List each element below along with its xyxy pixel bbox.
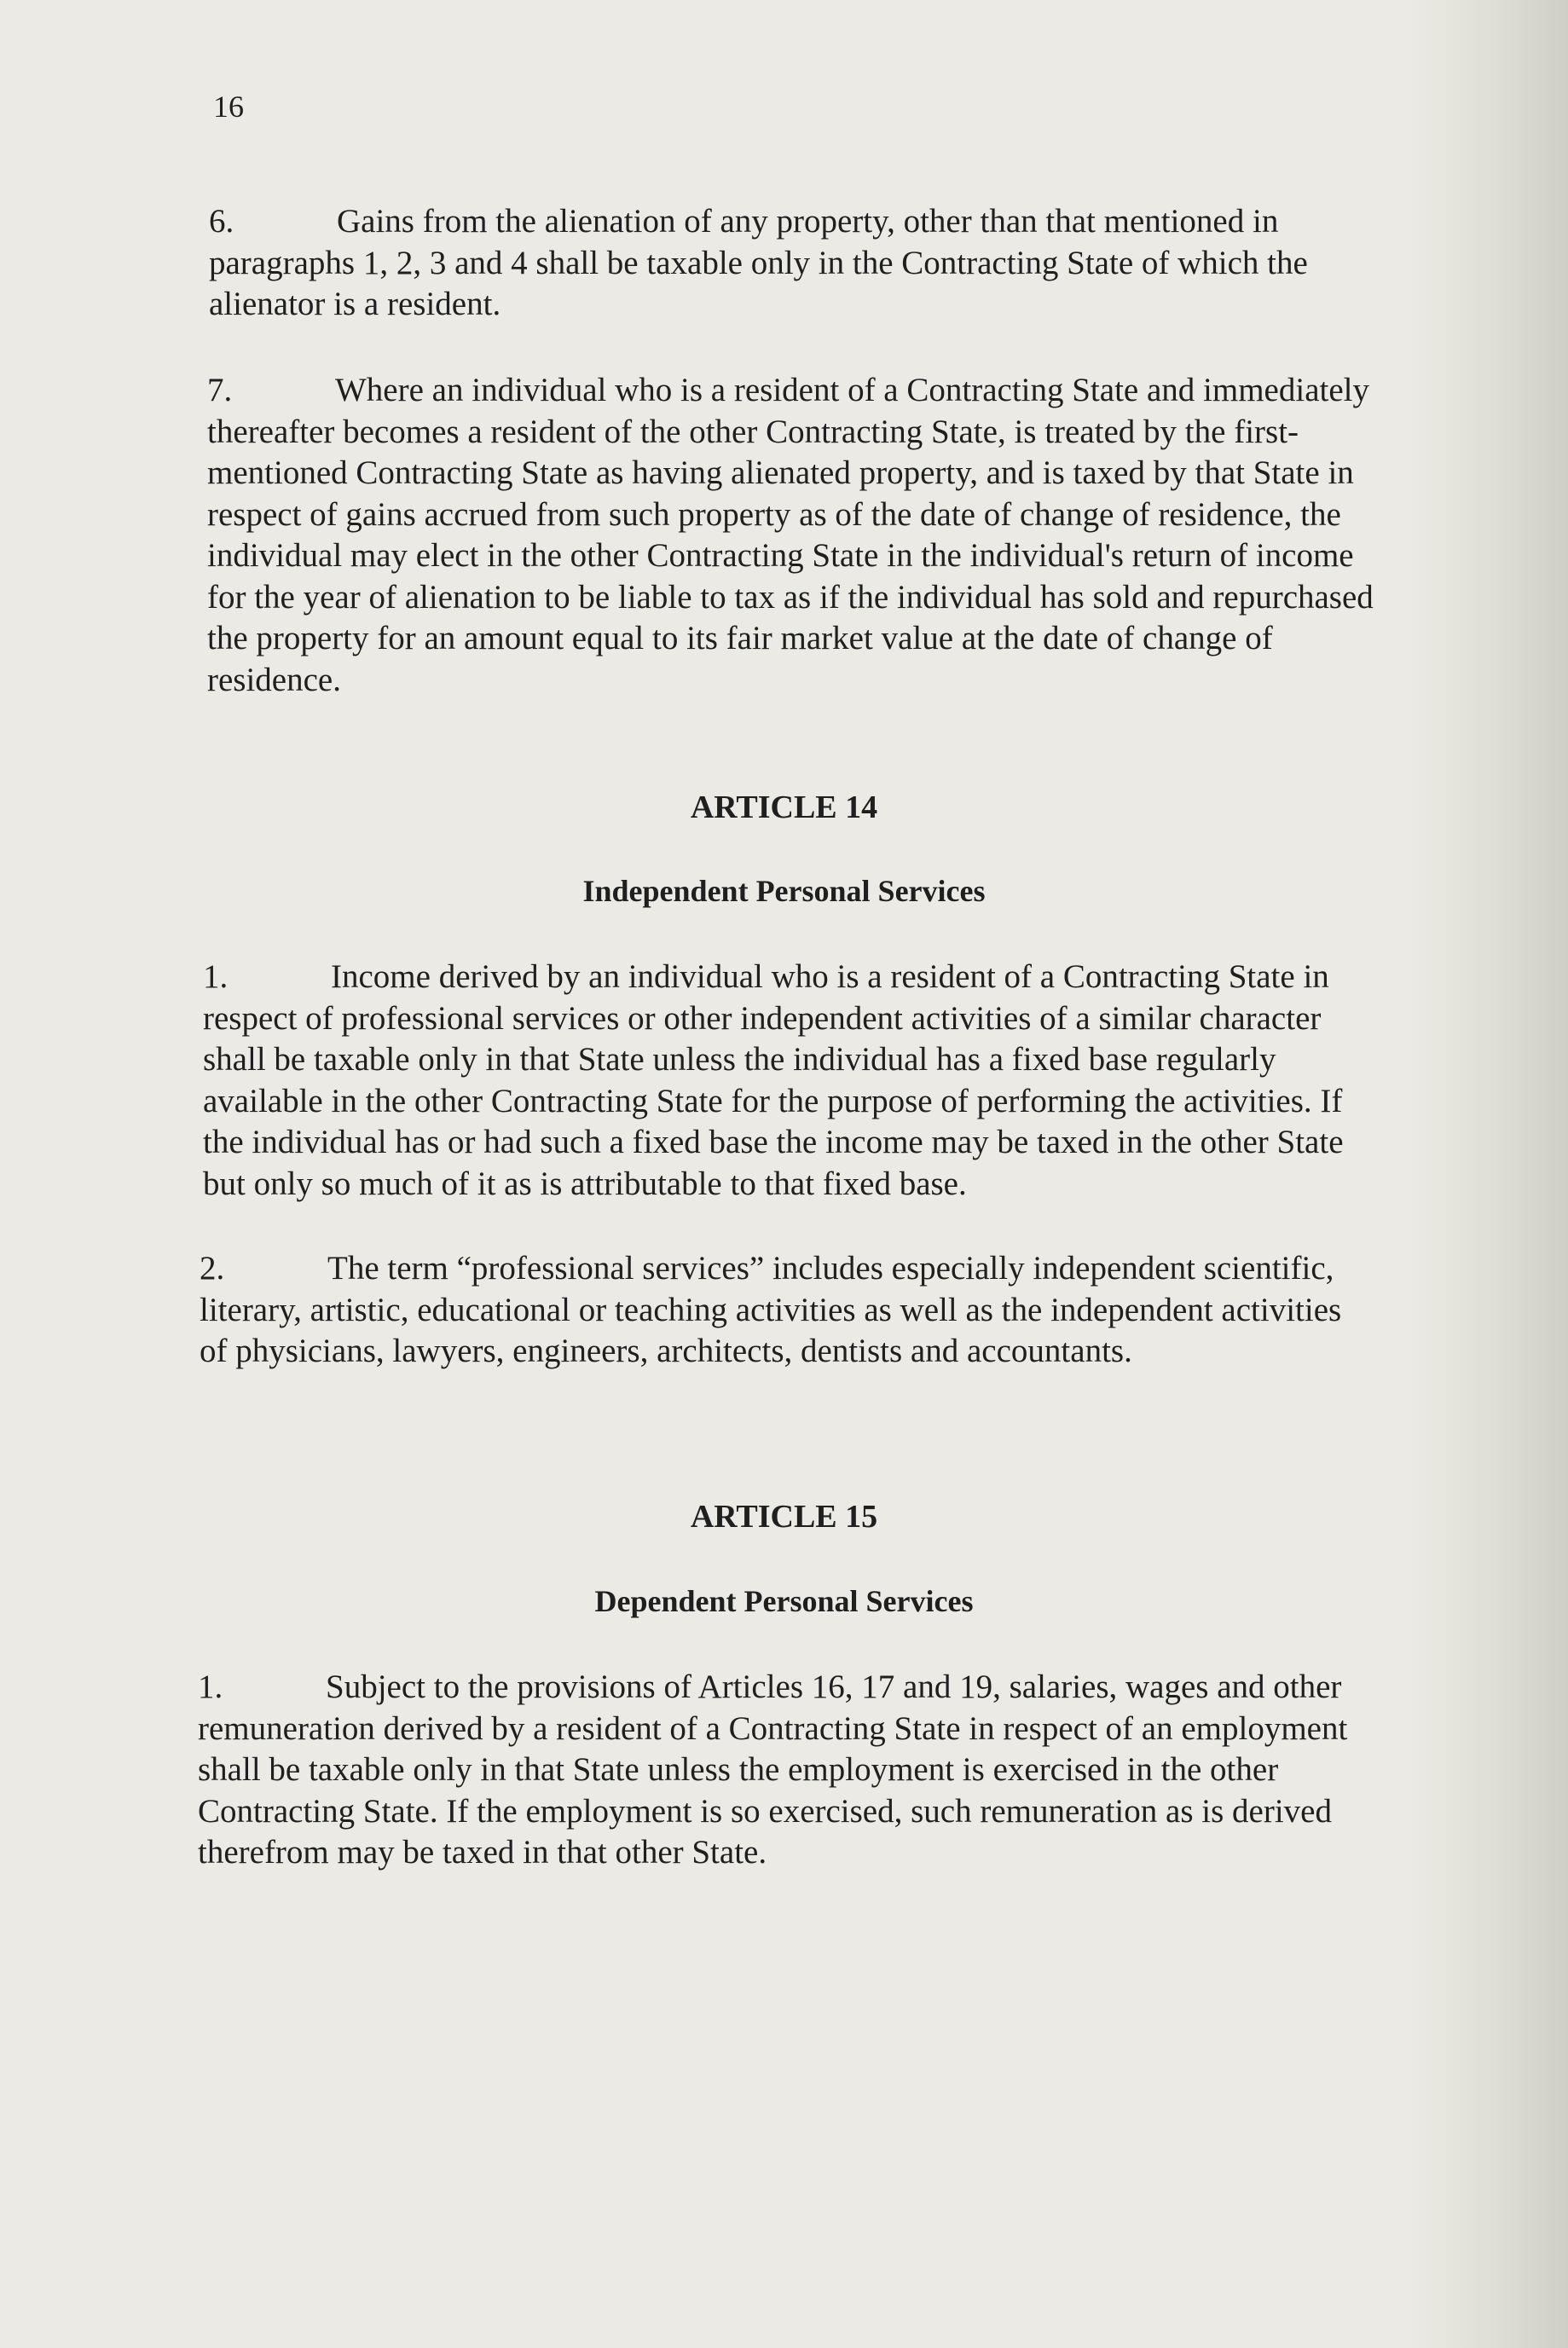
paragraph-number: 7. xyxy=(207,372,233,408)
paragraph-7 xyxy=(207,370,1377,701)
article-14-heading: ARTICLE 14 xyxy=(690,789,878,825)
article-14-paragraph-2 xyxy=(200,1248,1376,1373)
article-14-subheading: Independent Personal Services xyxy=(582,874,986,908)
paragraph-text: Subject to the provisions of Articles 16, 17 and 19, salaries, wages and other remuneration derived by a resident of a Contracting State in respect of an employment shall be taxable only in that State unless the employment is exercised in the other Contracting State. If the employment is so exercised, such remuneration as is derived therefrom may be taxed in that other State. xyxy=(198,1668,1348,1871)
article-14-paragraph-1 xyxy=(203,957,1378,1205)
paragraph-text: The term “professional services” includes especially independent scientific, literary, artistic, educational or teaching activities as well as the independent activities of physicians, lawyers, engineers, architects, dentists and accountants. xyxy=(200,1250,1342,1369)
paragraph-number: 1. xyxy=(198,1668,223,1705)
paragraph-text: Gains from the alienation of any property, other than that mentioned in paragraphs 1, 2, 3 and 4 shall be taxable only in the Contracting State of which the alienator is a resident. xyxy=(209,203,1308,322)
page-number: 16 xyxy=(213,90,244,124)
article-15-heading: ARTICLE 15 xyxy=(690,1499,878,1535)
paragraph-text: Income derived by an individual who is a resident of a Contracting State in respect of professional services or other independent activities of a similar character shall be taxable only in that State unless the individual has a fixed base regularly available in the other Contracting State for the purpose of performing the activities. If the individual has or had such a fixed base the income may be taxed in the other State but only so much of it as is attributable to that fixed base. xyxy=(203,958,1344,1202)
paragraph-number: 2. xyxy=(200,1250,225,1287)
paragraph-number: 6. xyxy=(209,203,234,240)
paragraph-6 xyxy=(209,201,1377,326)
paragraph-text: Where an individual who is a resident of a Contracting State and immediately thereafter becomes a resident of the other Contracting State, is treated by the first-mentioned Contracting State as having alienated property, and is taxed by that State in respect of gains accrued from such property as of the date of change of residence, the individual may elect in the other Contracting State in the individual's return of income for the year of alienation to be liable to tax as if the individual has sold and repurchased the property for an amount equal to its fair market value at the date of change of residence. xyxy=(207,372,1374,698)
paragraph-number: 1. xyxy=(203,958,229,995)
article-15-paragraph-1 xyxy=(198,1667,1378,1874)
article-15-subheading: Dependent Personal Services xyxy=(594,1584,974,1618)
